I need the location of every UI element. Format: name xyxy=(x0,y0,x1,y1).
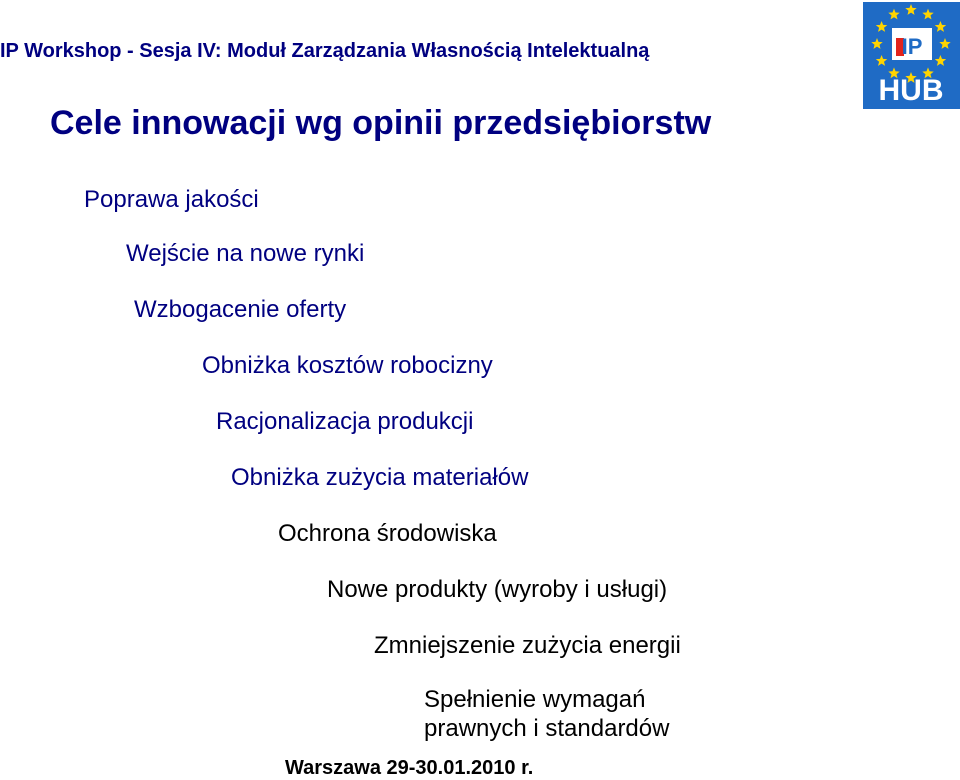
list-item: Racjonalizacja produkcji xyxy=(216,408,474,435)
list-item: Poprawa jakości xyxy=(84,186,259,213)
ip-hub-logo-icon xyxy=(863,2,960,109)
footer-date: Warszawa 29-30.01.2010 r. xyxy=(285,757,534,779)
list-item: Nowe produkty (wyroby i usługi) xyxy=(327,576,668,603)
slide-title: Cele innowacji wg opinii przedsiębiorstw xyxy=(50,104,712,142)
list-item: prawnych i standardów xyxy=(424,715,670,742)
header-title: IP Workshop - Sesja IV: Moduł Zarządzania Własnością Intelektualną xyxy=(0,40,650,62)
logo-text-hub: HUB xyxy=(878,74,944,107)
logo-text-ip: IP xyxy=(901,34,923,59)
list-item: Ochrona środowiska xyxy=(278,520,497,547)
ip-hub-logo xyxy=(863,2,960,109)
list-item: Wzbogacenie oferty xyxy=(134,296,347,323)
list-item: Obniżka zużycia materiałów xyxy=(231,464,529,491)
list-item: Spełnienie wymagań xyxy=(424,686,646,713)
list-item: Zmniejszenie zużycia energii xyxy=(374,632,681,659)
list-item: Obniżka kosztów robocizny xyxy=(202,352,493,379)
list-item: Wejście na nowe rynki xyxy=(126,240,365,267)
